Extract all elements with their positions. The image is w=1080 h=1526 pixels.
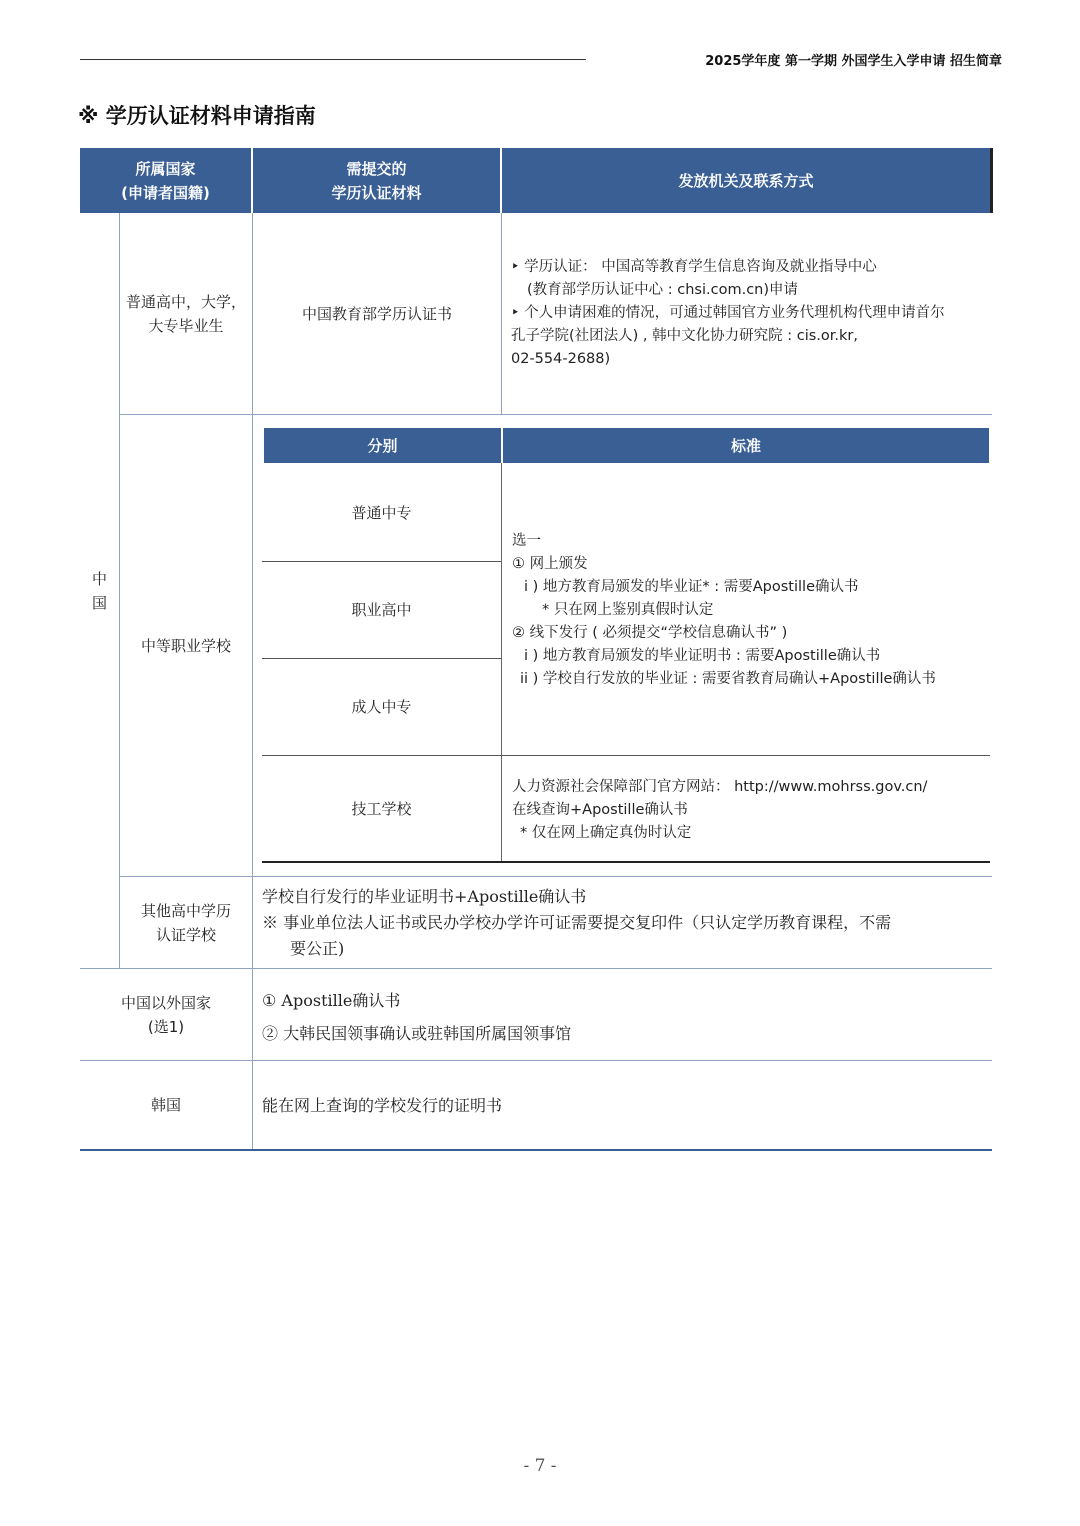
issuer-line: 孔子学院(社团法人) , 韩中文化协力研究院 : cis.or.kr, xyxy=(511,328,858,344)
category-general xyxy=(120,213,252,414)
category-foreign xyxy=(80,969,252,1060)
foreign-line2: ② 大韩民国领事确认或驻韩国所属国领事馆 xyxy=(262,1024,572,1043)
category-korea: 韩国 xyxy=(150,1096,181,1114)
type-vocational-high: 职业高中 xyxy=(351,601,412,619)
header-shadow xyxy=(990,148,993,213)
issuer-line: 02-554-2688) xyxy=(511,351,611,367)
foreign-text xyxy=(262,984,987,1050)
document-header: 2025学年度 第一学期 外国学生入学申请 招生简章 xyxy=(705,54,1002,69)
inner-bottom-rule xyxy=(262,861,990,863)
category-general-line2: 大专毕业生 xyxy=(148,316,224,335)
technical-line: 在线查询+Apostille确认书 xyxy=(512,802,688,818)
header-materials-line1: 需提交的 xyxy=(346,159,407,178)
standard-line: 选一 xyxy=(512,533,541,549)
subheader-type: 分别 xyxy=(264,428,501,463)
korea-text: 能在网上查询的学校发行的证明书 xyxy=(262,1096,503,1115)
other-line1: 学校自行发行的毕业证明书+Apostille确认书 xyxy=(262,887,587,906)
header-materials-line2: 学历认证材料 xyxy=(331,183,422,202)
issuer-line: ‣ 个人申请困难的情况，可通过韩国官方业务代理机构代理申请首尔 xyxy=(511,305,945,321)
category-foreign-line1: 中国以外国家 xyxy=(120,993,211,1012)
header-country-line1: 所属国家 xyxy=(135,159,196,178)
table-bottom-rule xyxy=(80,1149,992,1151)
standard-line: i ) 地方教育局颁发的毕业证* : 需要Apostille确认书 xyxy=(524,579,859,595)
standard-line: ii ) 学校自行发放的毕业证 : 需要省教育局确认+Apostille确认书 xyxy=(520,671,936,687)
standard-line: ② 线下发行 ( 必须提交“学校信息确认书” ) xyxy=(512,625,788,641)
type-general-secondary: 普通中专 xyxy=(351,503,412,522)
header-country-line2: (申请者国籍) xyxy=(121,183,210,202)
inner-vline xyxy=(501,463,502,863)
subheader-standard: 标准 xyxy=(503,428,989,463)
technical-standard-text xyxy=(512,776,982,845)
issuer-general xyxy=(511,256,986,371)
foreign-line1: ① Apostille确认书 xyxy=(262,991,401,1010)
category-other-line2: 认证学校 xyxy=(155,925,216,944)
technical-line: 人力资源社会保障部门官方网站： http://www.mohrss.gov.cn/ xyxy=(512,779,928,795)
country-china: 中 国 xyxy=(91,570,107,612)
category-other xyxy=(120,877,252,968)
standard-line: i ) 地方教育局颁发的毕业证明书 : 需要Apostille确认书 xyxy=(524,648,881,664)
grid-vline-issuer xyxy=(501,213,502,415)
category-general-line1: 普通高中，大学， xyxy=(125,292,246,311)
header-materials xyxy=(253,148,500,213)
header-country xyxy=(80,148,251,213)
other-line3: 要公正) xyxy=(290,939,345,958)
category-other-line1: 其他高中学历 xyxy=(140,901,231,920)
category-vocational: 中等职业学校 xyxy=(140,636,231,655)
section-title: ※ 学历认证材料申请指南 xyxy=(78,104,316,128)
issuer-line: (教育部学历认证中心 : chsi.com.cn)申请 xyxy=(527,282,799,298)
header-issuer-label: 发放机关及联系方式 xyxy=(678,171,814,190)
header-issuer xyxy=(502,148,990,213)
type-technical-school: 技工学校 xyxy=(351,799,412,818)
other-text xyxy=(262,884,987,962)
technical-line: * 仅在网上确定真伪时认定 xyxy=(520,825,692,841)
other-line2: ※ 事业单位法人证书或民办学校办学许可证需要提交复印件（只认定学历教育课程，不需 xyxy=(262,913,892,932)
issuer-line: ‣ 学历认证： 中国高等教育学生信息咨询及就业指导中心 xyxy=(511,259,877,275)
material-general: 中国教育部学历认证书 xyxy=(301,304,452,323)
standard-text xyxy=(512,530,982,691)
category-foreign-line2: (选1) xyxy=(147,1017,185,1036)
type-adult-secondary: 成人中专 xyxy=(351,698,412,716)
page-number: - 7 - xyxy=(523,1456,557,1476)
standard-line: ① 网上颁发 xyxy=(512,556,588,572)
header-rule xyxy=(80,59,586,60)
standard-line: * 只在网上鉴别真假时认定 xyxy=(542,602,714,618)
